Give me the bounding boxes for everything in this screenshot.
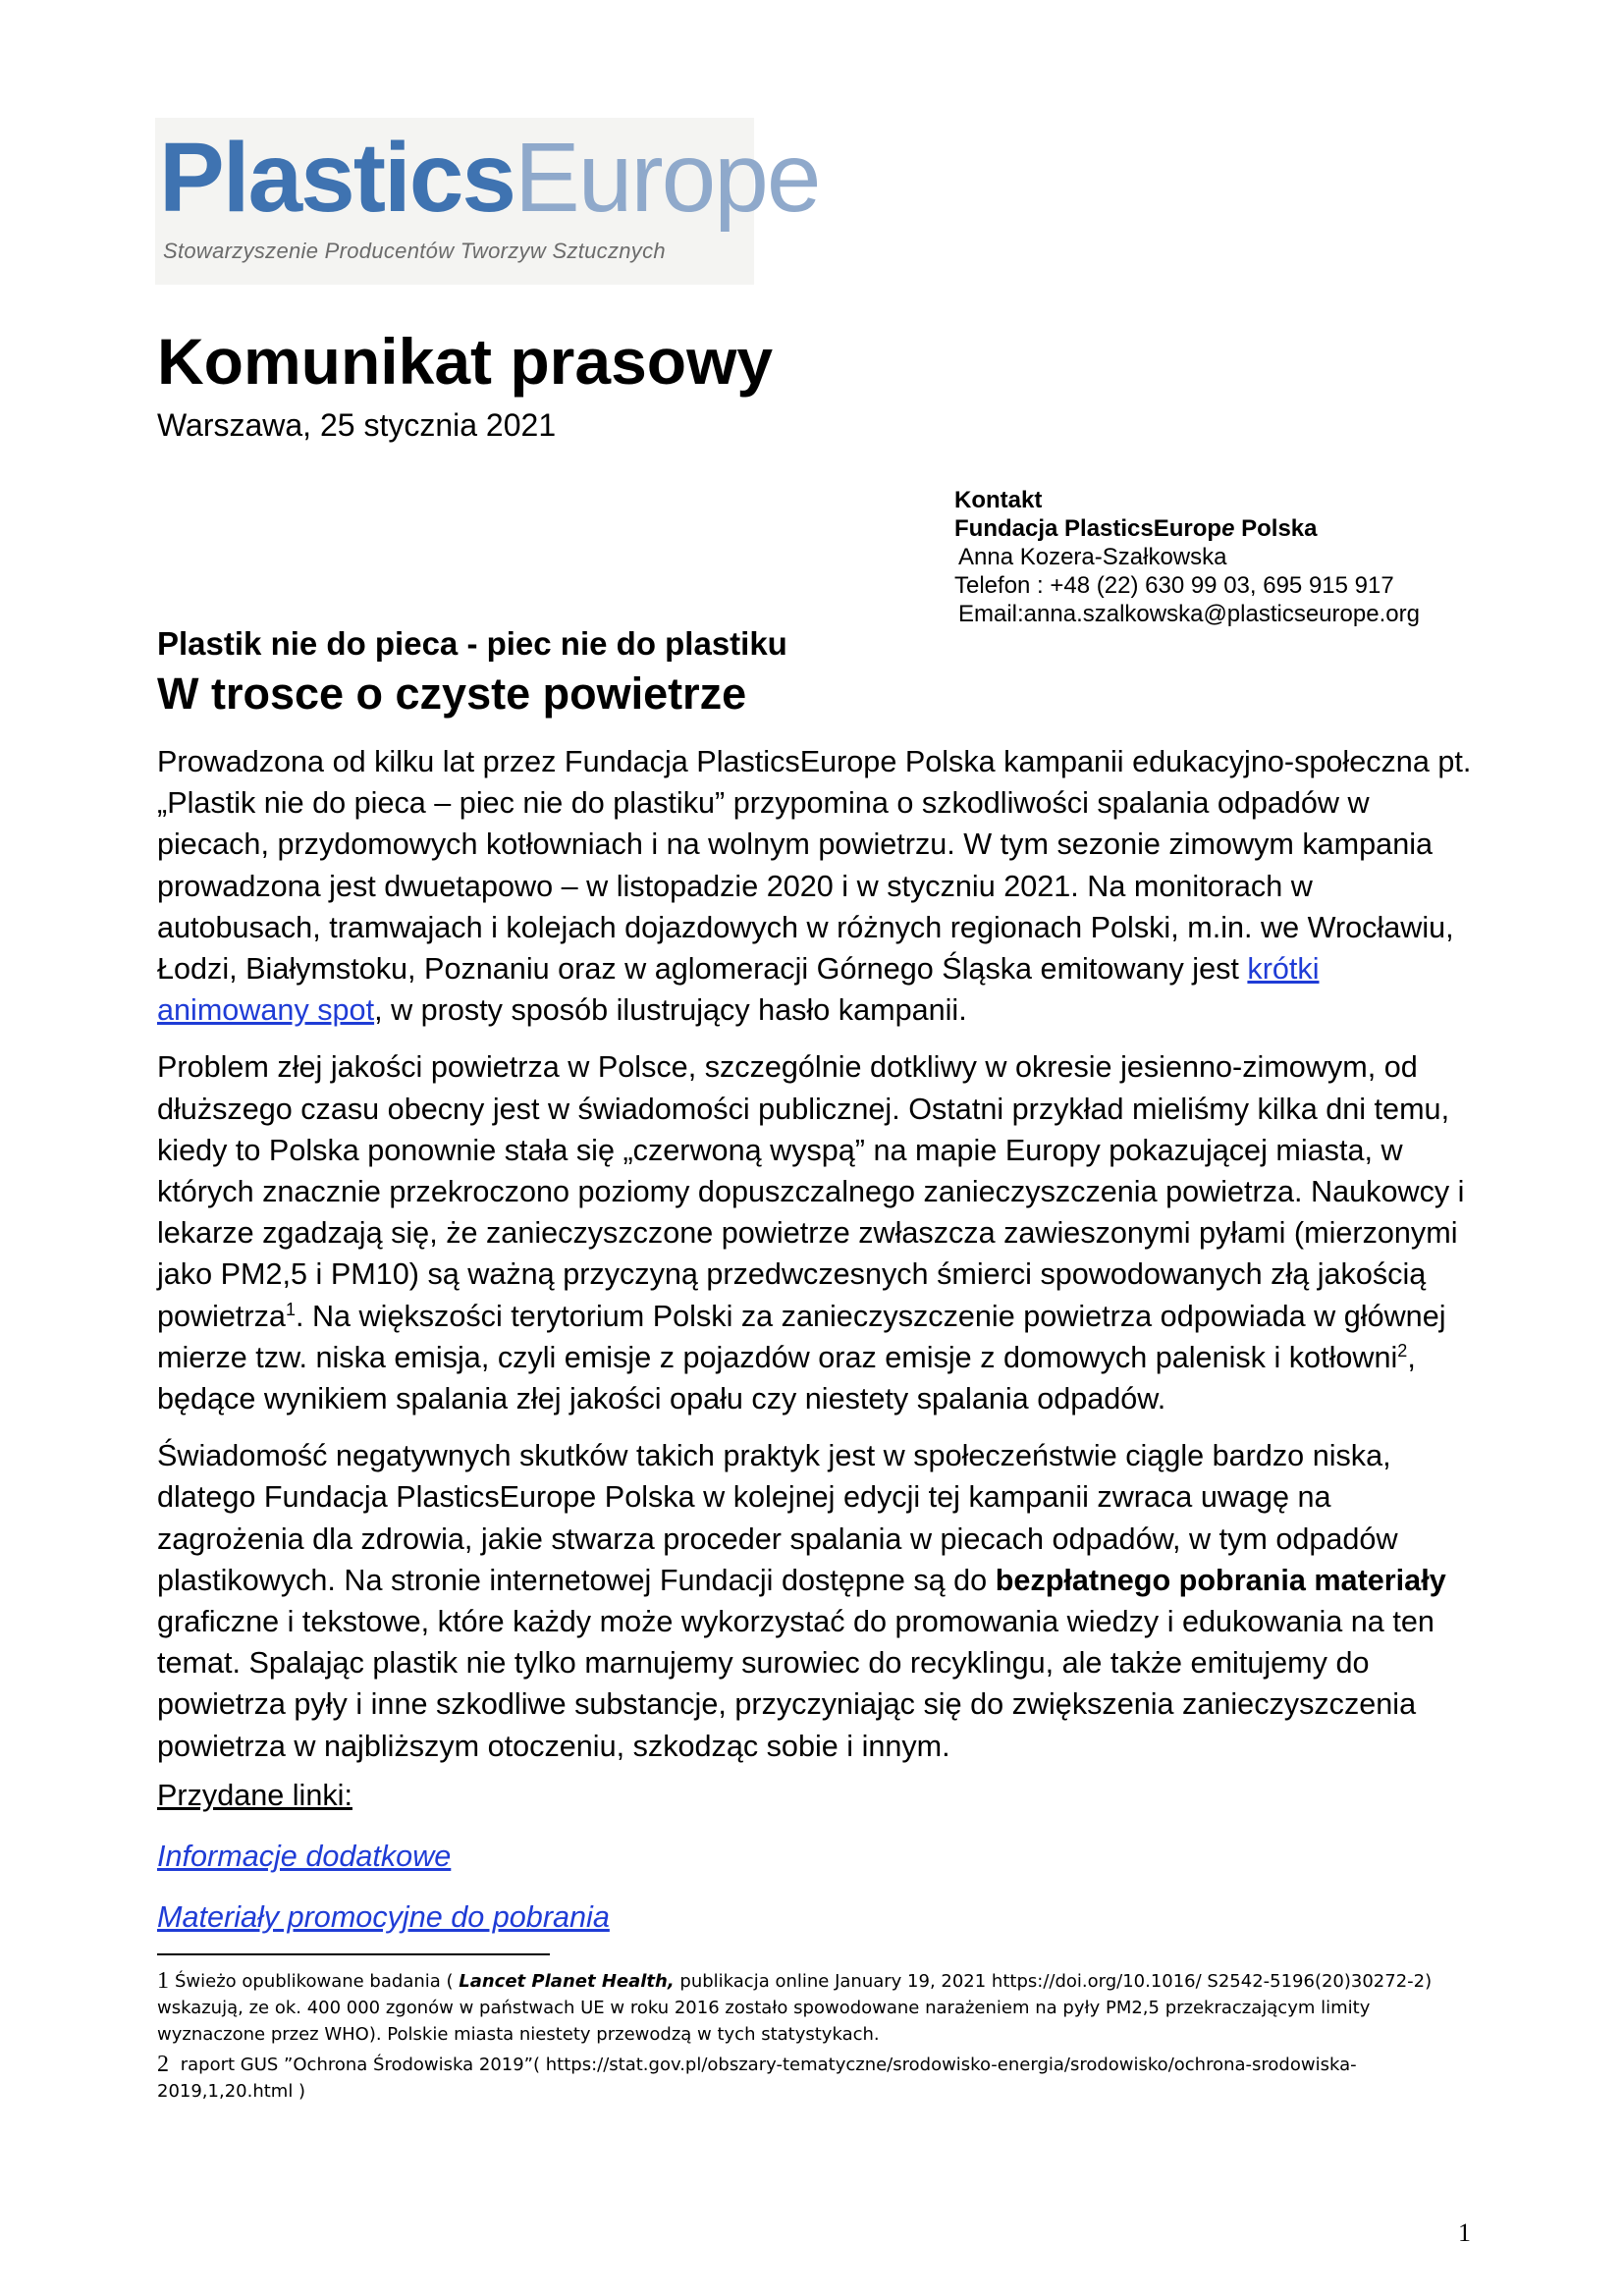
article-subtitle: Plastik nie do pieca - piec nie do plastiku — [157, 625, 787, 662]
contact-phone: Telefon : +48 (22) 630 99 03, 695 915 917 — [954, 572, 1394, 599]
article-headline: W trosce o czyste powietrze — [157, 668, 747, 719]
paragraph-2-part-a: Problem złej jakości powietrza w Polsce, szczególnie dotkliwy w okresie jesienno-zimowym, od dłuższego czasu obecny jest w świadomości publicznej. Ostatni przykład mieliśmy kilka dni temu, kiedy to Polska ponownie stała się „czerwoną wyspą” na mapie Europy pokazującej miasta, w których znacznie przekroczono poziomy dopuszczalnego zanieczyszczenia powietrza. Naukowcy i lekarze zgadzają się, że zanieczyszczone powietrze zwłaszcza zawieszonymi pyłami (mierzonymi jako PM2,5 i PM10) są ważną przyczyną przedwczesnych śmierci spowodowanych złą jakością powietrza — [157, 1050, 1465, 1333]
footnote-2 — [157, 2052, 1478, 2105]
contact-person: Anna Kozera-Szałkowska — [958, 544, 1227, 570]
footnote-2-text: raport GUS ”Ochrona Środowiska 2019”( https://stat.gov.pl/obszary-tematyczne/srodowisko-energia/srodowisko/ochrona-srodowiska-2019,1,20.html ) — [157, 2055, 1357, 2102]
additional-info-link[interactable]: Informacje dodatkowe — [157, 1840, 452, 1873]
footnote-ref-1[interactable]: 1 — [285, 1299, 296, 1319]
contact-heading: Kontakt — [954, 487, 1043, 513]
footnote-1-part-a: Świeżo opublikowane badania ( — [175, 1971, 460, 1992]
paragraph-3-bold: bezpłatnego pobrania materiały — [995, 1563, 1446, 1597]
contact-block — [954, 486, 1420, 628]
paragraph-1-text: Prowadzona od kilku lat przez Fundacja PlasticsEurope Polska kampanii edukacyjno-społeczna pt. „Plastik nie do pieca – piec nie do plastiku” przypomina o szkodliwości spalania odpadów w piecach, przydomowych kotłowniach i na wolnym powietrzu. W tym sezonie zimowym kampania prowadzona jest dwuetapowo – w listopadzie 2020 i w styczniu 2021. Na monitorach w autobusach, tramwajach i kolejach dojazdowych w różnych regionach Polski, m.in. we Wrocławiu, Łodzi, Białymstoku, Poznaniu oraz w aglomeracji Górnego Śląska emitowany jest — [157, 745, 1472, 987]
contact-organization — [954, 514, 1420, 543]
footnote-1-source: Lancet Planet Health, — [459, 1971, 675, 1992]
logo-tagline: Stowarzyszenie Producentów Tworzyw Sztucznych — [163, 239, 666, 263]
paragraph-3-part-b: graficzne i tekstowe, które każdy może wykorzystać do promowania wiedzy i edukowania na ten temat. Spalając plastik nie tylko marnujemy surowiec do recyklingu, ale także emitujemy do powietrza pyły i inne szkodliwe substancje, przyczyniając się do zwiększenia zanieczyszczenia powietrza w najbliższym otoczeniu, szkodząc sobie i innym. — [157, 1605, 1435, 1763]
paragraph-2-part-b: . Na większości terytorium Polski za zanieczyszczenie powietrza odpowiada w głównej mierze tzw. niska emisja, czyli emisje z pojazdów oraz emisje z domowych palenisk i kotłowni — [157, 1299, 1446, 1374]
page-title: Komunikat prasowy — [157, 325, 774, 398]
footnote-1-part-b: publikacja online January 19, 2021 https://doi.org/10.1016/ S2542-5196(20)30272-2) wskazują, ze ok. 400 000 zgonów w państwach UE w roku 2016 zostało spowodowane narażeniem na pyły PM2,5 przekraczającym limity wyznaczone przez WHO). Polskie miasta niestety przewodzą w tych statystykach. — [157, 1971, 1433, 2045]
logo-word-europe: Europe — [514, 123, 820, 233]
paragraph-2-part-c: , będące wynikiem spalania złej jakości opału czy niestety spalania odpadów. — [157, 1340, 1416, 1416]
paragraph-3 — [157, 1435, 1478, 1767]
link-additional-info-row — [157, 1836, 451, 1877]
paragraph-1 — [157, 741, 1478, 1031]
footnote-separator — [157, 1953, 550, 1955]
press-date: Warszawa, 25 stycznia 2021 — [157, 407, 557, 443]
contact-org-part1: Fundacja PlasticsEurop — [954, 515, 1222, 542]
page-number: 1 — [1458, 2218, 1471, 2247]
link-promo-materials-row — [157, 1896, 610, 1938]
promo-materials-link[interactable]: Materiały promocyjne do pobrania — [157, 1900, 610, 1934]
paragraph-3-part-a: Świadomość negatywnych skutków takich praktyk jest w społeczeństwie ciągle bardzo niska, dlatego Fundacja PlasticsEurope Polska w kolejnej edycji tej kampanii zwraca uwagę na zagrożenia dla zdrowia, jakie stwarza proceder spalania w piecach odpadów, w tym odpadów plastikowych. Na stronie internetowej Fundacji dostępne są do — [157, 1439, 1398, 1597]
paragraph-1-end: , w prosty sposób ilustrujący hasło kampanii. — [374, 993, 967, 1028]
links-heading: Przydane linki: — [157, 1779, 352, 1812]
paragraph-2 — [157, 1046, 1478, 1419]
contact-org-part3: Polska — [1234, 515, 1318, 542]
footnotes — [157, 1968, 1478, 2109]
plasticseurope-logo — [155, 118, 820, 285]
logo-wordmark — [159, 124, 820, 232]
contact-email: Email:anna.szalkowska@plasticseurope.org — [958, 601, 1420, 627]
footnote-1-mark: 1 — [157, 1968, 169, 1994]
logo-word-plastics: Plastics — [159, 123, 515, 233]
article-body — [157, 741, 1478, 1783]
animated-spot-link[interactable]: krótki animowany spot — [157, 952, 1320, 1028]
footnote-ref-2[interactable]: 2 — [1397, 1340, 1408, 1361]
footnote-1 — [157, 1968, 1478, 2048]
footnote-2-mark: 2 — [157, 2052, 169, 2077]
contact-org-part2: e — [1221, 515, 1235, 542]
